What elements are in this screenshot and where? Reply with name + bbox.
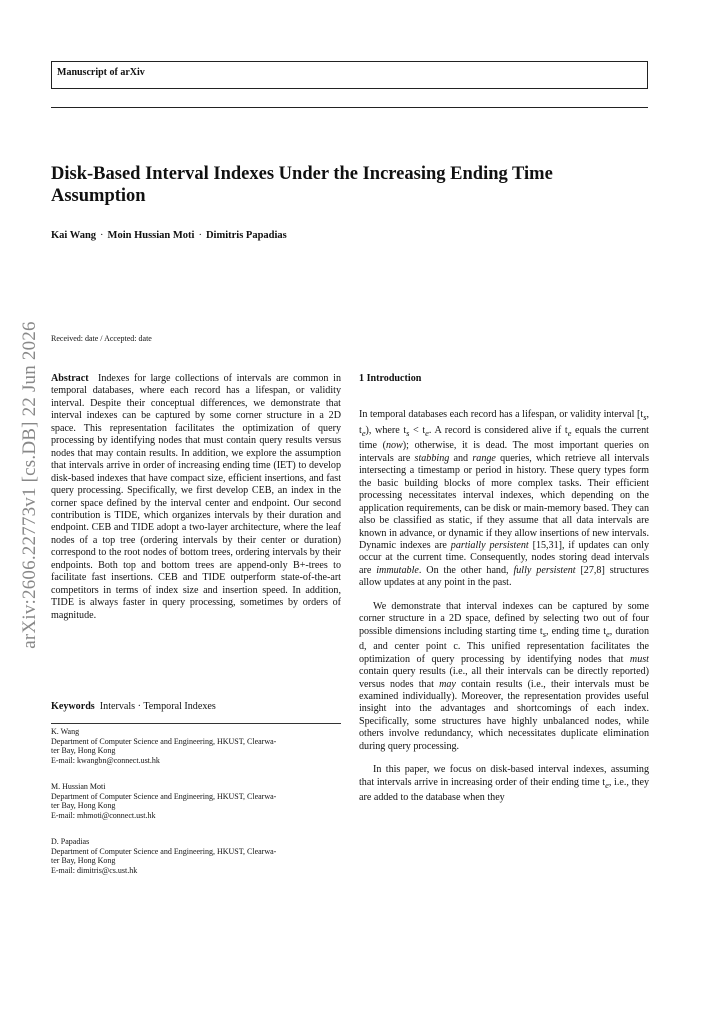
abstract-text: Indexes for large collections of intervals are common in temporal databases, where each record has a lifespan, or validity interval. Despite their conceptual differences, we demonstrate that interval indexes can be captured by some corner structure in a 2D space. This representation facilitates the optimization of query processing by identifying nodes that must contain query results versus nodes that may contain results. In addition, we explore the assumption that intervals arrive in order of increasing ending time (IET) to develop disk-based indexes that have compact size, efficient insertions, and fast query processing. Specifically, we first develop CEB, an index in the corner space defined by the interval center and endpoint. Our second contribution is TIDE, which organizes intervals by their duration and endpoint. CEB and TIDE adopt a two-layer architecture, where the leaf nodes of a top tree (ordering intervals by their center or duration) correspond to the root nodes of bottom trees, ordering intervals by their endpoints. Both top and bottom trees are append-only B+-trees to facilitate fast insertions. CEB and TIDE outperform state-of-the-art competitors in terms of index size and insertion speed. In addition, TIDE is always faster in query processing, sometimes by orders of magnitude. bbox=[51, 373, 342, 621]
affiliation-email: E-mail: mhmoti@connect.ust.hk bbox=[51, 811, 156, 821]
running-head: Manuscript of arXiv bbox=[57, 67, 145, 78]
section-heading: 1 Introduction bbox=[359, 373, 422, 384]
author-name: Dimitris Papadias bbox=[205, 230, 287, 241]
affiliation-dept: ter Bay, Hong Kong bbox=[51, 746, 116, 756]
affiliation-dept: ter Bay, Hong Kong bbox=[51, 856, 116, 866]
abstract-label: Abstract bbox=[51, 373, 89, 384]
affiliation-name: M. Hussian Moti bbox=[51, 782, 106, 791]
intro-paragraph-1: In temporal databases each record has a lifespan, or validity interval [$t_s$, $t_e$), where $t_s < t_e$. A record is considered alive if $t_e$ equals the current time (now); otherwise, it is dead. The most important queries on intervals are stabbing and range queries, which retrieve all intervals intersecting a timestamp or period in history. These query types form the basic building blocks of more complex tasks. Their efficient processing necessitates interval indexes, which depending on the application requirements, can be disk or main-memory based. They can also be classified as static, if they assume that all data intervals are known in advance, or dynamic if they allow insertions of new intervals. Dynamic indexes are partially persistent [15,31], if updates can only occur at the current time. Consequently, nodes storing dead intervals are immutable. On the other hand, fully persistent [27,8] structures allow updates at any point in the past. bbox=[359, 409, 650, 589]
affiliation-block bbox=[51, 782, 343, 821]
affiliation-email: E-mail: dimitris@cs.ust.hk bbox=[51, 866, 138, 876]
footnote-rule bbox=[51, 723, 341, 724]
affiliation-dept: ter Bay, Hong Kong bbox=[51, 801, 116, 811]
affiliation-dept: Department of Computer Science and Engineering, HKUST, Clearwa- bbox=[51, 791, 277, 801]
affiliation-dept: Department of Computer Science and Engineering, HKUST, Clearwa- bbox=[51, 736, 277, 746]
header-rule bbox=[51, 107, 648, 108]
left-column bbox=[51, 373, 341, 622]
arxiv-identifier: arXiv:2606.22773v1 [cs.DB] 22 Jun 2026 bbox=[19, 321, 40, 649]
title-line-1: Disk-Based Interval Indexes Under the Increasing Ending Time bbox=[51, 164, 553, 184]
author-list bbox=[51, 230, 287, 241]
title-line-2: Assumption bbox=[51, 186, 146, 206]
affiliation-name: D. Papadias bbox=[51, 837, 90, 846]
affiliation-block bbox=[51, 837, 343, 876]
keywords-label: Keywords bbox=[51, 701, 95, 712]
right-column bbox=[359, 373, 649, 805]
affiliation-block bbox=[51, 727, 343, 766]
keywords-text: Intervals · Temporal Indexes bbox=[99, 701, 216, 712]
author-name: Moin Hussian Moti bbox=[107, 230, 195, 241]
intro-paragraph-3: In this paper, we focus on disk-based interval indexes, assuming that intervals arrive in increasing order of their ending time $t_e$, i.e., they are added to the database when they bbox=[359, 764, 649, 804]
intro-paragraph-2: We demonstrate that interval indexes can be captured by some corner structure in a 2D space, defined by selecting two out of four possible dimensions including starting time $t_s$, ending time $t_e$, duration d, and center point c. This unified representation facilitates the optimization of query processing by identifying nodes that must contain query results (i.e., all their intervals can be directly reported) versus nodes that may contain results (i.e., their intervals must be examined individually). Moreover, the representation provides useful insight into the advantages and shortcomings of each index. Specifically, some structures have highly unbalanced nodes, while others involve redundancy, which necessitates duplicate elimination during query processing. bbox=[359, 600, 650, 752]
author-name: Kai Wang bbox=[51, 230, 97, 241]
running-head-box bbox=[51, 61, 648, 89]
abstract bbox=[51, 373, 341, 622]
paper-title bbox=[51, 163, 651, 207]
author-separator: · bbox=[198, 230, 202, 241]
author-separator: · bbox=[100, 230, 104, 241]
affiliation-name: K. Wang bbox=[51, 727, 80, 736]
affiliation-email: E-mail: kwangbn@connect.ust.hk bbox=[51, 756, 160, 766]
affiliation-dept: Department of Computer Science and Engineering, HKUST, Clearwa- bbox=[51, 846, 277, 856]
received-date: Received: date / Accepted: date bbox=[51, 334, 152, 343]
keywords bbox=[51, 701, 341, 712]
